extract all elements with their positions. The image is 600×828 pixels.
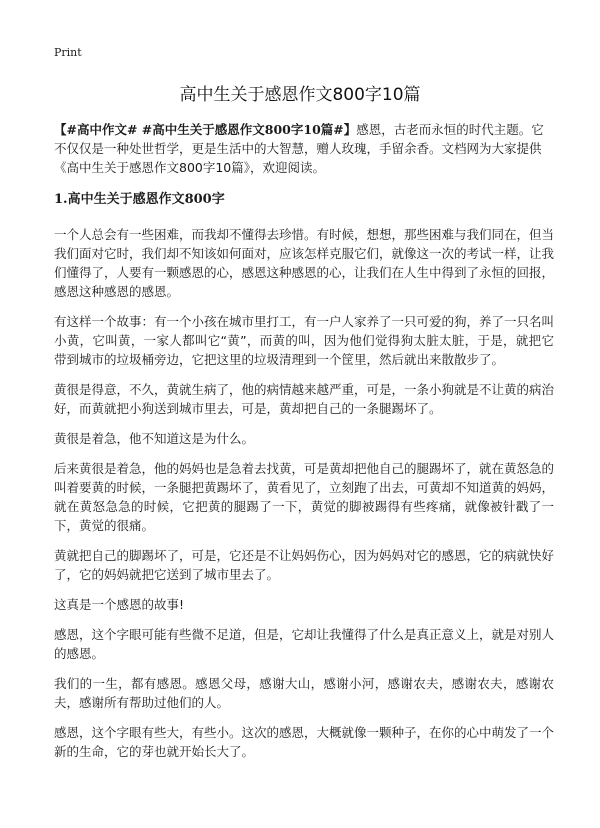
paragraph: 黄很是得意，不久，黄就生病了，他的病情越来越严重，可是，一条小狗就是不让黄的病治好，而黄就把小狗送到城市里去，可是，黄却把自己的一条腿踢坏了。 (54, 382, 555, 416)
intro-tags: 【#高中作文# #高中生关于感恩作文800字10篇#】 (54, 122, 357, 137)
article-body (54, 120, 554, 772)
intro-text: 感恩，古老而永恒的时代主题。它不仅仅是一种处世哲学，更是生活中的大智慧，赠人玫瑰，手留余香。文档网为大家提供《高中生关于感恩作文800字10篇》，欢迎阅读。 (54, 122, 544, 175)
print-label: Print (54, 46, 82, 59)
paragraph: 感恩，这个字眼有些大，有些小。这次的感恩，大概就像一颗种子，在你的心中萌发了一个新的生命，它的芽也就开始长大了。 (54, 725, 555, 759)
paragraph: 黄很是着急，他不知道这是为什么。 (54, 431, 255, 446)
paragraph: 一个人总会有一些困难，而我却不懂得去珍惜。有时候，想想，那些困难与我们同在，但当我们面对它时，我们却不知该如何面对，应该怎样克服它们，就像这一次的考试一样，让我们懂得了，人要有一颗感恩的心，感恩这种感恩的心，让我们在人生中得到了永恒的回报，感恩这种感恩的感恩。 (54, 227, 555, 299)
page-title: 高中生关于感恩作文800字10篇 (179, 85, 421, 105)
paragraph: 感恩，这个字眼可能有些微不足道，但是，它却让我懂得了什么是真正意义上，就是对别人的感恩。 (54, 627, 555, 661)
paragraph: 我们的一生，都有感恩。感恩父母，感谢大山，感谢小河，感谢农夫，感谢农夫，感谢农夫，感谢所有帮助过他们的人。 (54, 676, 554, 710)
paragraph: 后来黄很是着急，他的妈妈也是急着去找黄，可是黄却把他自己的腿踢坏了，就在黄怒急的叫着要黄的时候，一条腿把黄踢坏了，黄看见了，立刻跑了出去，可黄却不知道黄的妈妈，就在黄怒急急的时候，它把黄的腿踢了一下，黄觉的脚被踢得有些疼痛，就像被针戳了一下，黄觉的很痛。 (54, 461, 555, 533)
paragraph: 这真是一个感恩的故事! (54, 597, 185, 612)
paragraph: 有这样一个故事：有一个小孩在城市里打工，有一户人家养了一只可爱的狗，养了一只名叫小黄，它叫黄，一家人都叫它“黄”，而黄的叫，因为他们觉得狗太脏太脏，于是，就把它带到城市的垃圾桶旁边，它把这里的垃圾清理到一个筐里，然后就出来散散步了。 (54, 314, 555, 367)
paragraph: 黄就把自己的脚踢坏了，可是，它还是不让妈妈伤心，因为妈妈对它的感恩，它的病就快好了，它的妈妈就把它送到了城市里去了。 (54, 548, 555, 582)
intro-paragraph (54, 120, 554, 177)
section-heading: 1.高中生关于感恩作文800字 (54, 192, 225, 207)
